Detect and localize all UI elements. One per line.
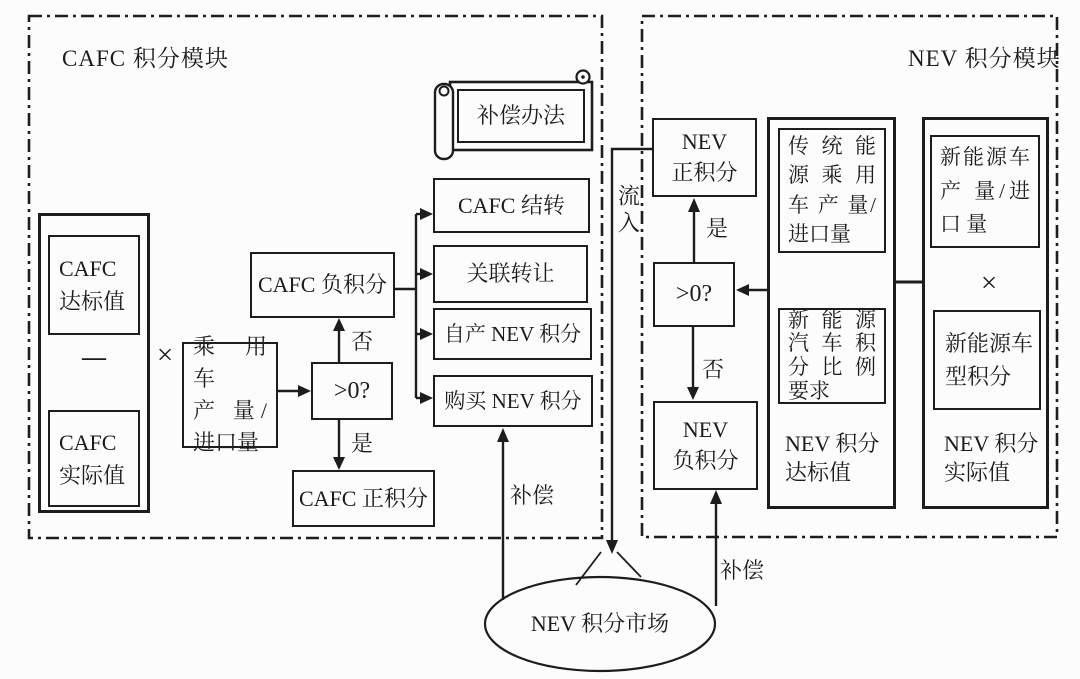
arrow-decision-to-positive xyxy=(333,420,345,470)
compensation-label-left: 补偿 xyxy=(510,483,555,508)
cafc-decision-box: >0? xyxy=(311,362,393,420)
arrow-decision-to-negative xyxy=(333,318,345,362)
nev-module-title: NEV 积分模块 xyxy=(908,46,1061,71)
nev-market-label: NEV 积分市场 xyxy=(530,611,670,636)
arrow-market-to-purchase xyxy=(497,428,509,600)
nev-model-credit-box: 新能源车 型积分 xyxy=(933,310,1041,410)
minus-sign: — xyxy=(82,345,106,371)
cafc-positive-credit-box: CAFC 正积分 xyxy=(292,470,435,527)
nev-decision-box: >0? xyxy=(653,262,735,327)
passenger-volume-box: 乘 用 车 产 量/ 进口量 xyxy=(182,342,278,448)
nev-yes-label: 是 xyxy=(706,216,729,241)
arrow-market-to-negative xyxy=(710,490,722,606)
cafc-actual-value-box: CAFC 实际值 xyxy=(48,410,140,507)
purchase-nev-credit-box: 购买 NEV 积分 xyxy=(433,375,593,427)
compensation-measures-scroll: 补偿办法 xyxy=(457,89,585,143)
cafc-no-label: 否 xyxy=(351,329,374,354)
nev-actual-value-label: NEV 积分 实际值 xyxy=(944,431,1039,485)
arrow-target-to-decision xyxy=(736,284,767,296)
cafc-module-title: CAFC 积分模块 xyxy=(62,46,229,71)
traditional-vehicle-volume-box: 传 统 能 源 乘 用 车 产 量/ 进口量 xyxy=(778,128,886,253)
multiply-sign-cafc: × xyxy=(156,339,174,371)
self-produced-nev-credit-box: 自产 NEV 积分 xyxy=(433,308,592,360)
nev-credit-ratio-requirement-box: 新 能 源 汽 车 积 分 比 例 要求 xyxy=(778,308,886,404)
cafc-target-value-box: CAFC 达标值 xyxy=(48,235,140,335)
flow-in-label: 流入 xyxy=(615,184,641,238)
nev-target-value-label: NEV 积分 达标值 xyxy=(785,431,880,485)
nev-positive-credit-box: NEV 正积分 xyxy=(652,118,757,197)
nev-no-label: 否 xyxy=(702,357,725,382)
affiliated-transfer-box: 关联转让 xyxy=(433,245,588,303)
arrow-nev-decision-to-negative xyxy=(687,327,699,400)
nev-negative-credit-box: NEV 负积分 xyxy=(653,401,758,490)
cafc-yes-label: 是 xyxy=(351,431,374,456)
cafc-negative-credit-box: CAFC 负积分 xyxy=(250,252,395,318)
compensation-label-right: 补偿 xyxy=(720,558,765,583)
multiply-sign-nev: × xyxy=(980,267,998,299)
arrow-volume-to-decision xyxy=(278,385,311,397)
branch-negative-to-options xyxy=(394,208,433,404)
nev-vehicle-volume-box: 新能源车 产 量/进 口 量 xyxy=(930,135,1040,248)
cafc-carryover-box: CAFC 结转 xyxy=(433,178,590,233)
arrow-nev-decision-to-positive xyxy=(688,198,700,262)
